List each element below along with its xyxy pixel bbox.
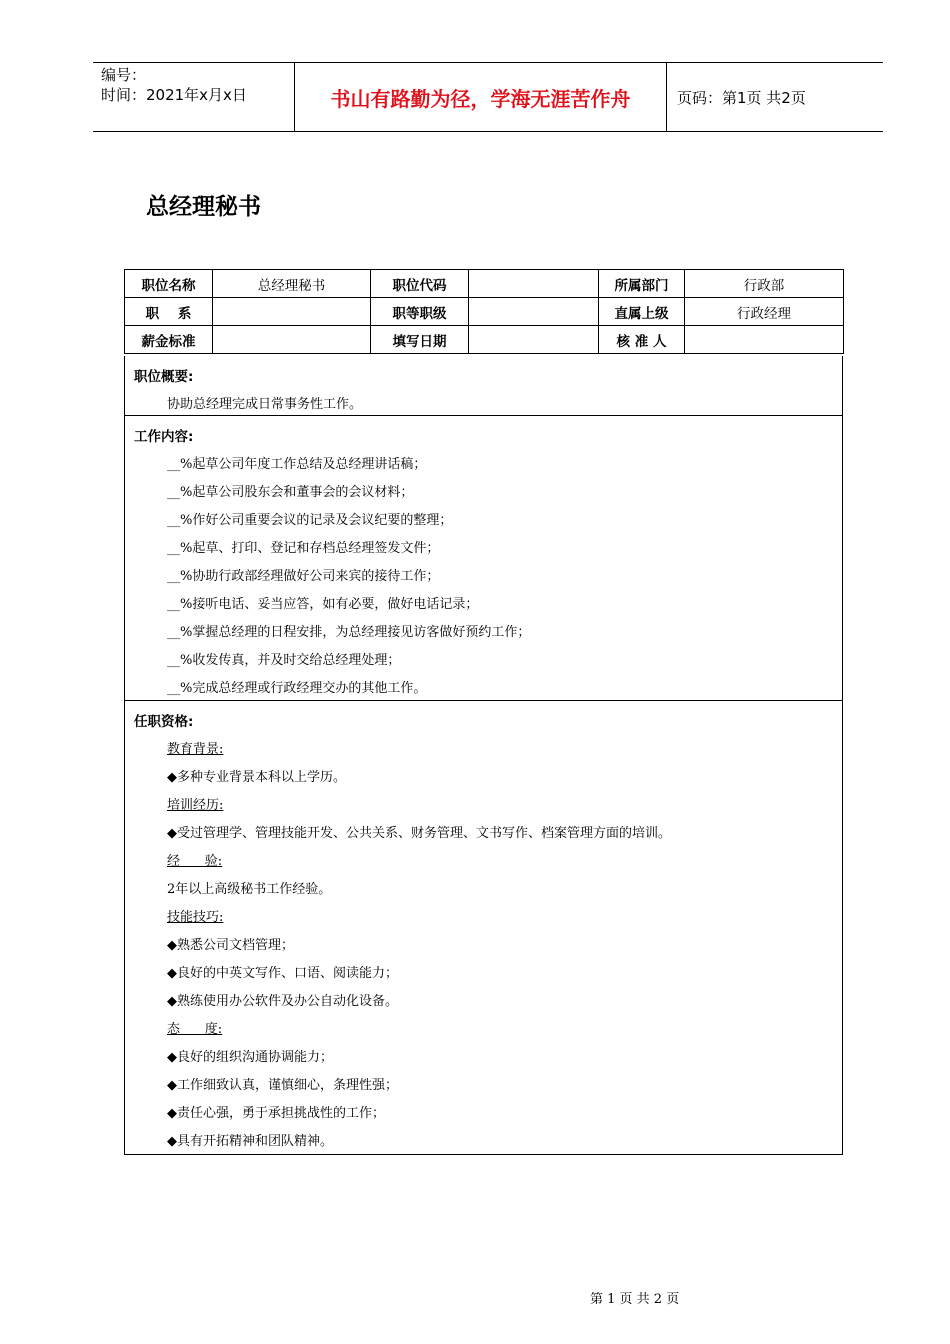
list-item: __%协助行政部经理做好公司来宾的接待工作； [167, 569, 440, 584]
list-item: ◆熟练使用办公软件及办公自动化设备。 [167, 994, 398, 1009]
duties-section [124, 416, 843, 701]
header-page-info: 页码：第1页 共2页 [677, 88, 806, 107]
salary-value [213, 326, 371, 354]
list-item: ◆责任心强，勇于承担挑战性的工作； [167, 1106, 385, 1121]
list-item: ◆工作细致认真，谨慎细心，条理性强； [167, 1078, 398, 1093]
approver-label: 核 准 人 [599, 326, 685, 354]
overview-section [124, 356, 843, 416]
attitude-heading: 态 度: [167, 1022, 223, 1037]
list-item: ◆良好的中英文写作、口语、阅读能力； [167, 966, 398, 981]
table-row [125, 326, 844, 354]
list-item: __%起草、打印、登记和存档总经理签发文件； [167, 541, 440, 556]
salary-label: 薪金标准 [125, 326, 213, 354]
training-heading: 培训经历: [167, 798, 224, 813]
table-row [125, 298, 844, 326]
page-footer: 第 1 页 共 2 页 [590, 1292, 680, 1307]
overview-heading: 职位概要: [134, 369, 194, 385]
position-name-label: 职位名称 [125, 270, 213, 298]
overview-text: 协助总经理完成日常事务性工作。 [167, 397, 363, 412]
position-code-value [469, 270, 599, 298]
list-item: __%掌握总经理的日程安排，为总经理接见访客做好预约工作； [167, 625, 531, 640]
job-family-label: 职 系 [125, 298, 213, 326]
time-label: 时间：2021年x月x日 [101, 86, 247, 104]
skills-heading: 技能技巧: [167, 910, 224, 925]
grade-value [469, 298, 599, 326]
list-item: __%作好公司重要会议的记录及会议纪要的整理； [167, 513, 453, 528]
list-item: ◆多种专业背景本科以上学历。 [167, 770, 346, 785]
number-label: 编号： [101, 66, 147, 84]
department-value: 行政部 [685, 270, 844, 298]
document-title: 总经理秘书 [146, 194, 261, 220]
list-item: __%收发传真，并及时交给总经理处理； [167, 653, 401, 668]
experience-heading: 经 验: [167, 854, 223, 869]
list-item: __%完成总经理或行政经理交办的其他工作。 [167, 681, 427, 696]
grade-label: 职等职级 [371, 298, 469, 326]
list-item: __%起草公司年度工作总结及总经理讲话稿； [167, 457, 427, 472]
header-divider [666, 63, 667, 131]
supervisor-label: 直属上级 [599, 298, 685, 326]
supervisor-value: 行政经理 [685, 298, 844, 326]
qualifications-section [124, 701, 843, 1155]
list-item: __%起草公司股东会和董事会的会议材料； [167, 485, 414, 500]
header-motto: 书山有路勤为径，学海无涯苦作舟 [330, 86, 631, 111]
approver-value [685, 326, 844, 354]
department-label: 所属部门 [599, 270, 685, 298]
job-info-table [124, 269, 844, 354]
table-row [125, 270, 844, 298]
list-item: __%接听电话、妥当应答，如有必要，做好电话记录； [167, 597, 479, 612]
education-heading: 教育背景: [167, 742, 224, 757]
list-item: ◆良好的组织沟通协调能力； [167, 1050, 333, 1065]
job-family-value [213, 298, 371, 326]
list-item: ◆受过管理学、管理技能开发、公共关系、财务管理、文书写作、档案管理方面的培训。 [167, 826, 671, 841]
list-item: ◆熟悉公司文档管理； [167, 938, 294, 953]
fill-date-label: 填写日期 [371, 326, 469, 354]
qualifications-heading: 任职资格: [134, 714, 194, 730]
header-meta [101, 65, 247, 105]
list-item: ◆具有开拓精神和团队精神。 [167, 1134, 333, 1149]
duties-heading: 工作内容: [134, 429, 194, 445]
position-name-value: 总经理秘书 [213, 270, 371, 298]
position-code-label: 职位代码 [371, 270, 469, 298]
list-item: 2年以上高级秘书工作经验。 [167, 882, 332, 897]
page-header [93, 62, 883, 132]
fill-date-value [469, 326, 599, 354]
